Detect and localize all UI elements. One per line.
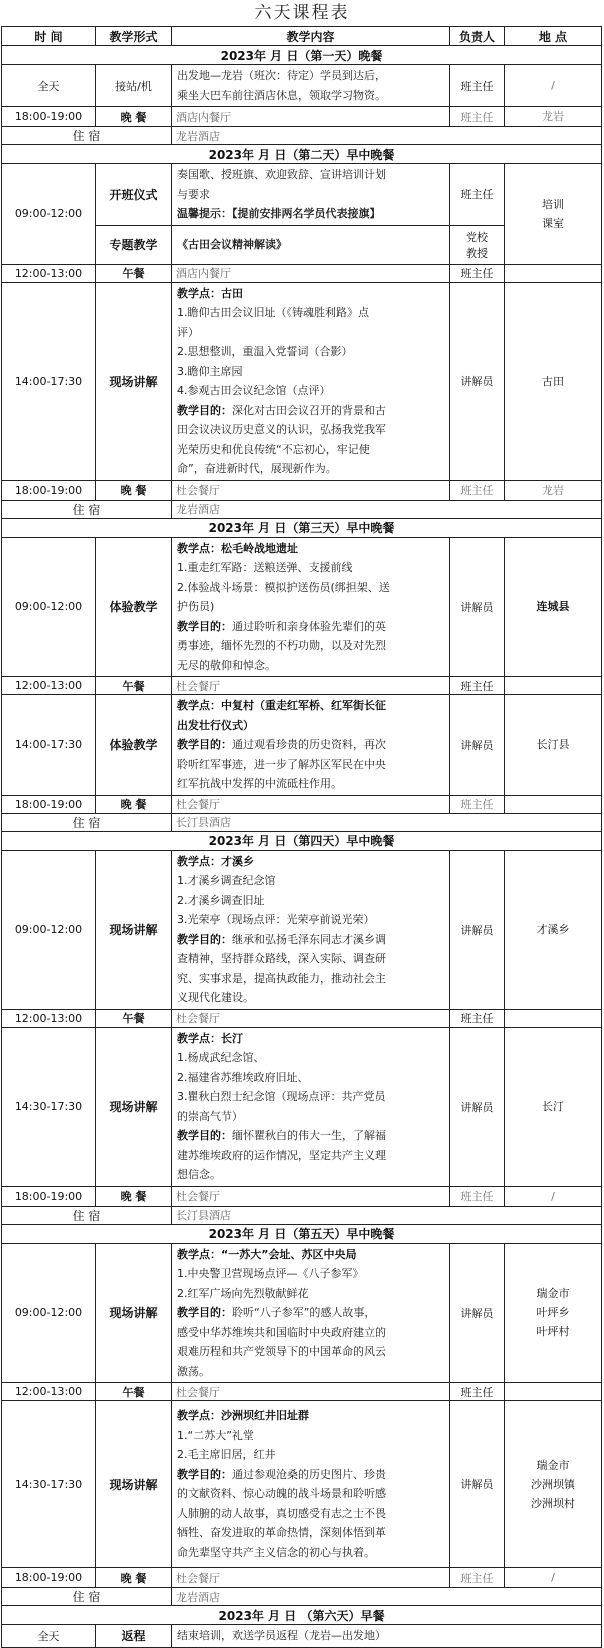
- table-row: [2, 65, 602, 107]
- content-line: 光荣历史和优良传统“不忘初心，牢记使: [177, 442, 370, 456]
- table-row: [2, 1625, 602, 1648]
- content-cell: [172, 695, 450, 796]
- teaching-point-label: 教学点：: [177, 1031, 221, 1045]
- stay-label: 住 宿: [2, 1206, 172, 1224]
- content-cell: [172, 850, 450, 1009]
- content-line: 3.瞿秋白烈士纪念馆（现场点评：共产党员: [177, 1090, 386, 1103]
- form-cell: 体验教学: [96, 695, 172, 796]
- form-cell: 现场讲解: [96, 1027, 172, 1186]
- table-row: [2, 1568, 602, 1588]
- responsible-cell: 讲解员: [450, 1243, 505, 1383]
- location-cell: [505, 264, 602, 282]
- location-cell: [505, 1401, 602, 1568]
- responsible-cell: 班主任: [450, 1383, 505, 1401]
- content-line: 人肺腑的动人故事，真切感受有志之士不畏: [177, 1506, 386, 1520]
- content-line: 继承和弘扬毛泽东同志才溪乡调: [232, 932, 386, 946]
- content-line: 深化对古田会议召开的背景和古: [232, 403, 386, 417]
- content-line: 2.才溪乡调查旧址: [177, 893, 265, 907]
- content-line: 通过观看珍贵的历史资料，再次: [232, 738, 386, 751]
- time-cell: 18:00-19:00: [2, 107, 96, 127]
- content-line: 想信念。: [177, 1168, 221, 1181]
- stay-label: 住 宿: [2, 813, 172, 831]
- responsible-cell: 班主任: [450, 1009, 505, 1027]
- time-cell: 14:30-17:30: [2, 1401, 96, 1568]
- content-cell: [172, 65, 450, 107]
- content-cell: 酒店内餐厅: [172, 107, 450, 127]
- location-cell: 才溪乡: [505, 850, 602, 1009]
- location-line: 瑞金市: [536, 1458, 570, 1472]
- responsible-cell: 讲解员: [450, 695, 505, 796]
- content-line: 4.参观古田会议纪念馆（点评）: [177, 384, 331, 397]
- content-cell: [172, 537, 450, 677]
- content-line: 1.才溪乡调查纪念馆: [177, 874, 276, 887]
- time-cell: 18:00-19:00: [2, 480, 96, 500]
- responsible-cell: 班主任: [450, 264, 505, 282]
- teaching-goal-label: 教学目的：: [177, 619, 232, 633]
- table-row: [2, 677, 602, 695]
- content-line: 的崇高气节）: [177, 1109, 243, 1123]
- table-row: [2, 1401, 602, 1568]
- content-line: 究、实事求是，提高执政能力，推动社会主: [177, 971, 386, 985]
- content-cell: [172, 164, 450, 226]
- time-cell: 18:00-19:00: [2, 795, 96, 813]
- content-line: 红军抗战中发挥的中流砥柱作用。: [177, 777, 342, 790]
- table-header-row: [2, 27, 602, 46]
- responsible-line: 党校: [466, 230, 488, 244]
- responsible-line: 教授: [466, 246, 488, 260]
- time-cell: 全天: [2, 65, 96, 107]
- content-line: 护伤员): [177, 600, 215, 613]
- form-cell: 午餐: [96, 1383, 172, 1401]
- teaching-goal-label: 教学目的：: [177, 932, 232, 946]
- location-cell: 长汀县: [505, 695, 602, 796]
- content-cell: 结束培训，欢送学员返程（龙岩—出发地）: [172, 1625, 602, 1648]
- table-row: [2, 795, 602, 813]
- content-line: 乘坐大巴车前往酒店休息，领取学习物资。: [177, 88, 386, 102]
- content-cell: 酒店内餐厅: [172, 264, 450, 282]
- day-heading: 2023年 月 日（第五天）早中晚餐: [2, 1224, 602, 1243]
- responsible-cell: 讲解员: [450, 537, 505, 677]
- content-line: 聆听“八子参军”的感人故事，: [232, 1306, 376, 1319]
- time-cell: 12:00-13:00: [2, 264, 96, 282]
- table-row: [2, 164, 602, 226]
- teaching-point: 松毛岭战地遗址: [221, 541, 298, 555]
- day-heading-row: [2, 145, 602, 164]
- teaching-point: 长汀: [221, 1031, 243, 1045]
- location-line: 叶坪乡: [536, 1306, 570, 1320]
- responsible-cell: 班主任: [450, 107, 505, 127]
- responsible-cell: 讲解员: [450, 1401, 505, 1568]
- form-cell: 返程: [96, 1625, 172, 1648]
- content-line: 2.思想整训，重温入党誓词（合影）: [177, 345, 353, 358]
- time-cell: 14:30-17:30: [2, 1027, 96, 1186]
- form-cell: 午餐: [96, 264, 172, 282]
- content-line: 牺牲、奋发进取的革命热情，深刻体悟到革: [177, 1526, 386, 1539]
- page-title: 六天课程表: [254, 3, 350, 23]
- content-line: 评）: [177, 325, 199, 339]
- content-line: 义现代化建设。: [177, 991, 254, 1004]
- form-cell: 专题教学: [96, 225, 172, 264]
- stay-row: [2, 1206, 602, 1224]
- location-cell: 连城县: [505, 537, 602, 677]
- form-cell: 现场讲解: [96, 282, 172, 480]
- content-cell: 杜会餐厅: [172, 480, 450, 500]
- content-line: 3.瞻仰主席园: [177, 364, 243, 378]
- form-cell: 晚 餐: [96, 795, 172, 813]
- teaching-point: 古田: [221, 286, 243, 300]
- content-line: 1.“二苏大”礼堂: [177, 1428, 254, 1442]
- location-cell: [505, 1383, 602, 1401]
- form-cell: 体验教学: [96, 537, 172, 677]
- teaching-point: “一苏大”会址、苏区中央局: [221, 1247, 357, 1261]
- teaching-goal-label: 教学目的：: [177, 1129, 232, 1142]
- teaching-point: 沙洲坝红井旧址群: [221, 1409, 309, 1422]
- location-cell: [505, 677, 602, 695]
- header-time: 时 间: [2, 27, 96, 46]
- content-line: 田会议决议历史意义的认识，弘扬我党我军: [177, 423, 386, 436]
- day-heading: 2023年 月 日（第二天）早中晚餐: [2, 145, 602, 164]
- stay-label: 住 宿: [2, 127, 172, 145]
- header-responsible: 负责人: [450, 27, 505, 46]
- teaching-goal-label: 教学目的：: [177, 403, 232, 417]
- location-cell: 龙岩: [505, 107, 602, 127]
- table-row: [2, 1009, 602, 1027]
- schedule-table: [1, 26, 602, 1648]
- responsible-cell: 班主任: [450, 65, 505, 107]
- content-line: 1.杨成武纪念馆、: [177, 1051, 265, 1064]
- stay-row: [2, 1588, 602, 1606]
- content-line: 1.重走红军路：送粮送弹、支援前线: [177, 561, 353, 574]
- day-heading: 2023年 月 日（第三天）早中晚餐: [2, 518, 602, 537]
- content-cell: [172, 1027, 450, 1186]
- stay-place: 长汀县酒店: [172, 813, 602, 831]
- header-content: 教学内容: [172, 27, 450, 46]
- teaching-point-label: 教学点：: [177, 1409, 221, 1422]
- header-form: 教学形式: [96, 27, 172, 46]
- responsible-cell: 讲解员: [450, 1027, 505, 1186]
- form-cell: 现场讲解: [96, 1401, 172, 1568]
- content-line: 3.光荣亭（现场点评：光荣亭前说光荣）: [177, 913, 375, 926]
- form-cell: 晚 餐: [96, 107, 172, 127]
- teaching-point: 中复村（重走红军桥、红军街长征: [221, 699, 386, 712]
- content-cell: [172, 1243, 450, 1383]
- teaching-point-label: 教学点：: [177, 541, 221, 555]
- teaching-point-label: 教学点：: [177, 854, 221, 868]
- location-cell: [505, 164, 602, 265]
- teaching-point: 出发壮行仪式）: [177, 718, 254, 732]
- content-line: 勇事迹，缅怀先烈的不朽功勋，以及对先烈: [177, 639, 386, 652]
- table-row: [2, 107, 602, 127]
- day-heading: 2023年 月 日（第一天）晚餐: [2, 46, 602, 65]
- time-cell: 18:00-19:00: [2, 1568, 96, 1588]
- content-line: 感受中华苏维埃共和国临时中央政府建立的: [177, 1325, 386, 1339]
- table-row: [2, 480, 602, 500]
- location-cell: /: [505, 1568, 602, 1588]
- table-row: [2, 264, 602, 282]
- stay-label: 住 宿: [2, 500, 172, 518]
- content-line: 温馨提示：【提前安排两名学员代表接旗】: [177, 207, 381, 220]
- form-cell: 现场讲解: [96, 1243, 172, 1383]
- stay-place: 龙岩酒店: [172, 500, 602, 518]
- stay-label: 住 宿: [2, 1588, 172, 1606]
- content-cell: 杜会餐厅: [172, 1383, 450, 1401]
- content-cell: [172, 282, 450, 480]
- teaching-point-label: 教学点：: [177, 286, 221, 300]
- responsible-cell: 班主任: [450, 677, 505, 695]
- table-row: [2, 695, 602, 796]
- responsible-cell: 班主任: [450, 1568, 505, 1588]
- content-line: 通过参观沧桑的历史图片、珍贵: [232, 1467, 386, 1481]
- responsible-cell: 班主任: [450, 1186, 505, 1206]
- location-cell: [505, 1009, 602, 1027]
- time-cell: 12:00-13:00: [2, 677, 96, 695]
- content-cell: 杜会餐厅: [172, 1009, 450, 1027]
- content-line: 2.毛主席旧居，红井: [177, 1448, 276, 1461]
- content-line: 1.瞻仰古田会议旧址（《铸魂胜利路》点: [177, 306, 369, 319]
- content-line: 聆听红军事迹，进一步了解苏区军民在中央: [177, 757, 386, 771]
- content-cell: [172, 1401, 450, 1568]
- location-line: 沙洲坝村: [531, 1496, 575, 1510]
- content-line: 建苏维埃政府的运作情况，坚定共产主义理: [177, 1148, 386, 1162]
- location-cell: 龙岩: [505, 480, 602, 500]
- table-row: [2, 850, 602, 1009]
- time-cell: 09:00-12:00: [2, 1243, 96, 1383]
- time-cell: 14:00-17:30: [2, 282, 96, 480]
- form-cell: 晚 餐: [96, 1568, 172, 1588]
- form-cell: 开班仪式: [96, 164, 172, 226]
- content-line: 通过聆听和亲身体验先辈们的英: [232, 619, 386, 633]
- time-cell: 09:00-12:00: [2, 537, 96, 677]
- location-cell: /: [505, 1186, 602, 1206]
- day-heading: 2023年 月 日 （第六天）早餐: [2, 1606, 602, 1625]
- content-line: 的文献资料、惊心动魄的战斗场景和聆听感: [177, 1487, 386, 1500]
- content-line: 与要求: [177, 187, 210, 201]
- stay-row: [2, 500, 602, 518]
- content-line: 查精神，坚持群众路线，深入实际、调查研: [177, 952, 386, 965]
- teaching-goal-label: 教学目的：: [177, 1306, 232, 1319]
- content-cell: 杜会餐厅: [172, 1568, 450, 1588]
- content-cell: 《古田会议精神解读》: [172, 225, 450, 264]
- form-cell: 晚 餐: [96, 480, 172, 500]
- content-line: 艰难历程和共产党领导下的中国革命的风云: [177, 1345, 386, 1358]
- responsible-cell: 班主任: [450, 164, 505, 226]
- content-line: 2.红军广场向先烈敬献鲜花: [177, 1286, 309, 1300]
- stay-row: [2, 127, 602, 145]
- time-cell: 09:00-12:00: [2, 850, 96, 1009]
- day-heading-row: [2, 831, 602, 850]
- location-line: 培训: [542, 197, 564, 211]
- content-line: 出发地—龙岩（班次：待定）学员到达后，: [177, 69, 386, 82]
- day-heading-row: [2, 46, 602, 65]
- form-cell: 午餐: [96, 1009, 172, 1027]
- teaching-point-label: 教学点：: [177, 1247, 221, 1261]
- stay-place: 龙岩酒店: [172, 127, 602, 145]
- responsible-cell: 班主任: [450, 480, 505, 500]
- table-row: [2, 1383, 602, 1401]
- table-row: [2, 1186, 602, 1206]
- responsible-cell: [450, 225, 505, 264]
- teaching-goal-label: 教学目的：: [177, 738, 232, 751]
- table-row: [2, 1027, 602, 1186]
- day-heading-row: [2, 1224, 602, 1243]
- responsible-cell: 讲解员: [450, 282, 505, 480]
- time-cell: 12:00-13:00: [2, 1009, 96, 1027]
- location-cell: 古田: [505, 282, 602, 480]
- content-line: 奏国歌、授班旗、欢迎致辞、宣讲培训计划: [177, 168, 386, 181]
- teaching-point: 才溪乡: [221, 854, 254, 868]
- content-line: 命先辈坚守共产主义信念的初心与执着。: [177, 1545, 375, 1559]
- teaching-point-label: 教学点：: [177, 699, 221, 712]
- content-line: 2.福建省苏维埃政府旧址、: [177, 1070, 309, 1084]
- form-cell: 现场讲解: [96, 850, 172, 1009]
- location-line: 瑞金市: [536, 1287, 570, 1301]
- form-cell: 午餐: [96, 677, 172, 695]
- responsible-cell: 班主任: [450, 795, 505, 813]
- table-row: [2, 1243, 602, 1383]
- content-cell: 杜会餐厅: [172, 677, 450, 695]
- stay-place: 长汀县酒店: [172, 1206, 602, 1224]
- location-line: 课室: [542, 216, 564, 230]
- location-cell: [505, 795, 602, 813]
- content-line: 命”，奋进新时代，展现新作为。: [177, 462, 337, 475]
- time-cell: 18:00-19:00: [2, 1186, 96, 1206]
- time-cell: 14:00-17:30: [2, 695, 96, 796]
- teaching-goal-label: 教学目的：: [177, 1467, 232, 1481]
- content-line: 无尽的敬仰和悼念。: [177, 658, 276, 672]
- content-line: 2.体验战斗场景：模拟护送伤员(绑担架、送: [177, 580, 390, 594]
- day-heading: 2023年 月 日（第四天）早中晚餐: [2, 831, 602, 850]
- content-cell: 杜会餐厅: [172, 795, 450, 813]
- content-line: 激荡。: [177, 1364, 210, 1378]
- table-row: [2, 282, 602, 480]
- content-line: 1.中央警卫营现场点评—《八子参军》: [177, 1267, 364, 1280]
- day-heading-row: [2, 1606, 602, 1625]
- time-cell: 12:00-13:00: [2, 1383, 96, 1401]
- responsible-cell: 讲解员: [450, 850, 505, 1009]
- header-location: 地 点: [505, 27, 602, 46]
- form-cell: 接站/机: [96, 65, 172, 107]
- location-cell: /: [505, 65, 602, 107]
- form-cell: 晚 餐: [96, 1186, 172, 1206]
- time-cell: 全天: [2, 1625, 96, 1648]
- time-cell: 09:00-12:00: [2, 164, 96, 265]
- content-cell: 杜会餐厅: [172, 1186, 450, 1206]
- stay-row: [2, 813, 602, 831]
- location-line: 叶坪村: [536, 1325, 570, 1339]
- content-line: 缅怀瞿秋白的伟大一生，了解福: [232, 1129, 386, 1142]
- stay-place: 龙岩酒店: [172, 1588, 602, 1606]
- day-heading-row: [2, 518, 602, 537]
- location-cell: 长汀: [505, 1027, 602, 1186]
- location-line: 沙洲坝镇: [531, 1477, 575, 1491]
- table-row: [2, 537, 602, 677]
- location-cell: [505, 1243, 602, 1383]
